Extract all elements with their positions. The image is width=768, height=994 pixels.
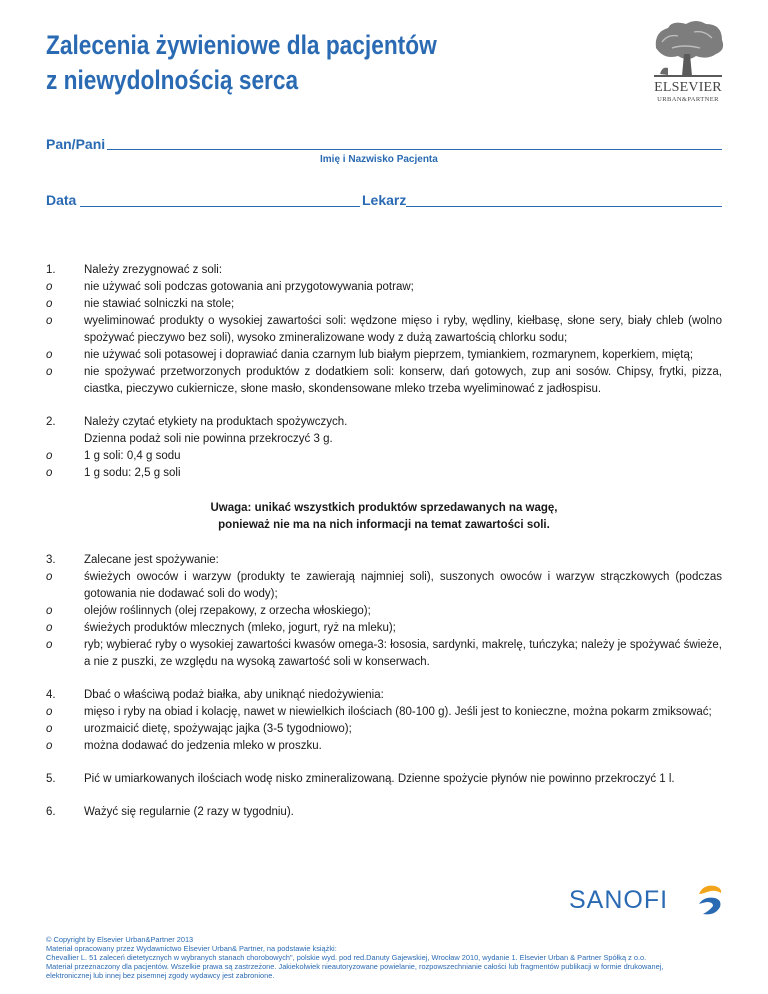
bullet-marker: o (46, 740, 53, 752)
section-number: 3. (46, 554, 56, 566)
patient-name-line[interactable] (107, 149, 722, 150)
section-number: 6. (46, 806, 56, 818)
footer-citation: Chevallier L. 51 zaleceń dietetycznych w wybranych stanach chorobowych", polskie wyd. pod red.Danuty Gajewskiej, Wrocław 2010, wydanie 1. Elsevier Urban & Partner Spółką z o.o. (46, 953, 647, 962)
section-number: 1. (46, 264, 56, 276)
section-3 (46, 552, 722, 671)
list-item: urozmaicić dietę, spożywając jajka (3-5 tygodniowo); (84, 723, 352, 735)
title-line-2: z niewydolnością serca (46, 65, 299, 95)
section-subheading: Dzienna podaż soli nie powinna przekroczyć 3 g. (84, 433, 333, 445)
bullet-marker: o (46, 706, 53, 718)
patient-label: Pan/Pani (46, 136, 106, 152)
section-number: 5. (46, 773, 56, 785)
elsevier-logo (648, 18, 728, 104)
section-heading: Dbać o właściwą podaż białka, aby uniknąć niedożywienia: (84, 689, 384, 701)
list-item: świeżych owoców i warzyw (produkty te zawierają najmniej soli), suszonych owoców i warzyw strączkowych (podczas gotowania nie dodawać soli do wody); (84, 571, 722, 600)
section-number: 2. (46, 416, 56, 428)
section-heading: Ważyć się regularnie (2 razy w tygodniu). (84, 806, 294, 818)
list-item: nie spożywać przetworzonych produktów z dodatkiem soli: konserw, dań gotowych, zup ani sosów. Chipsy, frytki, pizza, ciastka, pieczywo cukiernicze, słone masło, skondensowane mleko trzeba wyeliminować z jadłospisu. (84, 366, 722, 395)
footer (46, 935, 726, 980)
sanofi-logo (569, 880, 729, 920)
list-item: wyeliminować produkty o wysokiej zawartości soli: wędzone mięso i ryby, wędliny, kiełbasę, słone sery, biały chleb (wolno spożywać pieczywo bez soli), wysoko zmineralizowane wody z dużą zawartością chlorku sodu; (84, 315, 722, 344)
bullet-marker: o (46, 281, 53, 293)
bullet-marker: o (46, 605, 53, 617)
warning-line-1: Uwaga: unikać wszystkich produktów sprzedawanych na wagę, (210, 502, 558, 514)
date-line[interactable] (80, 206, 360, 207)
tree-icon (648, 18, 728, 78)
bullet-marker: o (46, 571, 53, 583)
section-5 (46, 771, 722, 788)
footer-rights-cont: elektronicznej lub innej bez pisemnej zgody wydawcy jest zabronione. (46, 971, 275, 980)
section-heading: Zalecane jest spożywanie: (84, 554, 219, 566)
bullet-marker: o (46, 639, 53, 651)
section-4 (46, 687, 722, 755)
bullet-marker: o (46, 723, 53, 735)
list-item: mięso i ryby na obiad i kolację, nawet w niewielkich ilościach (80-100 g). Jeśli jest to konieczne, można pokarm zmiksować; (84, 706, 712, 718)
bullet-marker: o (46, 315, 53, 327)
footer-rights: Materiał przeznaczony dla pacjentów. Wszelkie prawa są zastrzeżone. Jakiekolwiek nieautoryzowane powielanie, rozpowszechnianie całości lub fragmentów publikacji w formie drukowanej, (46, 962, 664, 971)
section-heading: Należy czytać etykiety na produktach spożywczych. (84, 416, 348, 428)
doctor-line[interactable] (406, 206, 722, 207)
elsevier-wordmark: ELSEVIER (654, 80, 722, 95)
list-item: można dodawać do jedzenia mleko w proszku. (84, 740, 322, 752)
warning-line-2: ponieważ nie ma na nich informacji na temat zawartości soli. (218, 519, 550, 531)
section-heading: Pić w umiarkowanych ilościach wodę nisko zmineralizowaną. Dzienne spożycie płynów nie powinno przekroczyć 1 l. (84, 773, 675, 785)
bullet-marker: o (46, 298, 53, 310)
list-item: ryb; wybierać ryby o wysokiej zawartości kwasów omega-3: łososia, sardynki, makrelę, tuńczyka; należy je spożywać świeże, a nie z puszki, ze względu na wysoką zawartość soli w konserwach. (84, 639, 722, 668)
list-item: nie stawiać solniczki na stole; (84, 298, 235, 310)
urban-partner-wordmark: URBAN&PARTNER (657, 96, 719, 103)
doctor-label: Lekarz (362, 192, 407, 208)
section-1 (46, 262, 722, 398)
list-item: nie używać soli podczas gotowania ani przygotowywania potraw; (84, 281, 414, 293)
list-item: nie używać soli potasowej i doprawiać dania czarnym lub białym pieprzem, tymiankiem, rozmarynem, koperkiem, miętą; (84, 349, 694, 361)
bullet-marker: o (46, 622, 53, 634)
date-label: Data (46, 192, 77, 208)
sanofi-swirl-icon (695, 880, 725, 920)
title-line-1: Zalecenia żywieniowe dla pacjentów (46, 30, 437, 60)
section-number: 4. (46, 689, 56, 701)
footer-source: Materiał opracowany przez Wydawnictwo Elsevier Urban& Partner, na podstawie książki: (46, 944, 337, 953)
list-item: olejów roślinnych (olej rzepakowy, z orzecha włoskiego); (84, 605, 371, 617)
footer-copyright: © Copyright by Elsevier Urban&Partner 2013 (46, 935, 194, 944)
section-6 (46, 804, 722, 821)
recommendations (46, 262, 722, 821)
page-title (46, 28, 483, 98)
list-item: świeżych produktów mlecznych (mleko, jogurt, ryż na mleku); (84, 622, 396, 634)
list-item: 1 g soli: 0,4 g sodu (84, 450, 181, 462)
bullet-marker: o (46, 450, 53, 462)
bullet-marker: o (46, 349, 53, 361)
bullet-marker: o (46, 366, 53, 378)
bullet-marker: o (46, 467, 53, 479)
warning-box (46, 500, 722, 534)
sanofi-wordmark: SANOFI (569, 886, 669, 914)
section-2 (46, 414, 722, 482)
patient-name-hint: Imię i Nazwisko Pacjenta (320, 154, 438, 165)
section-heading: Należy zrezygnować z soli: (84, 264, 223, 276)
list-item: 1 g sodu: 2,5 g soli (84, 467, 181, 479)
